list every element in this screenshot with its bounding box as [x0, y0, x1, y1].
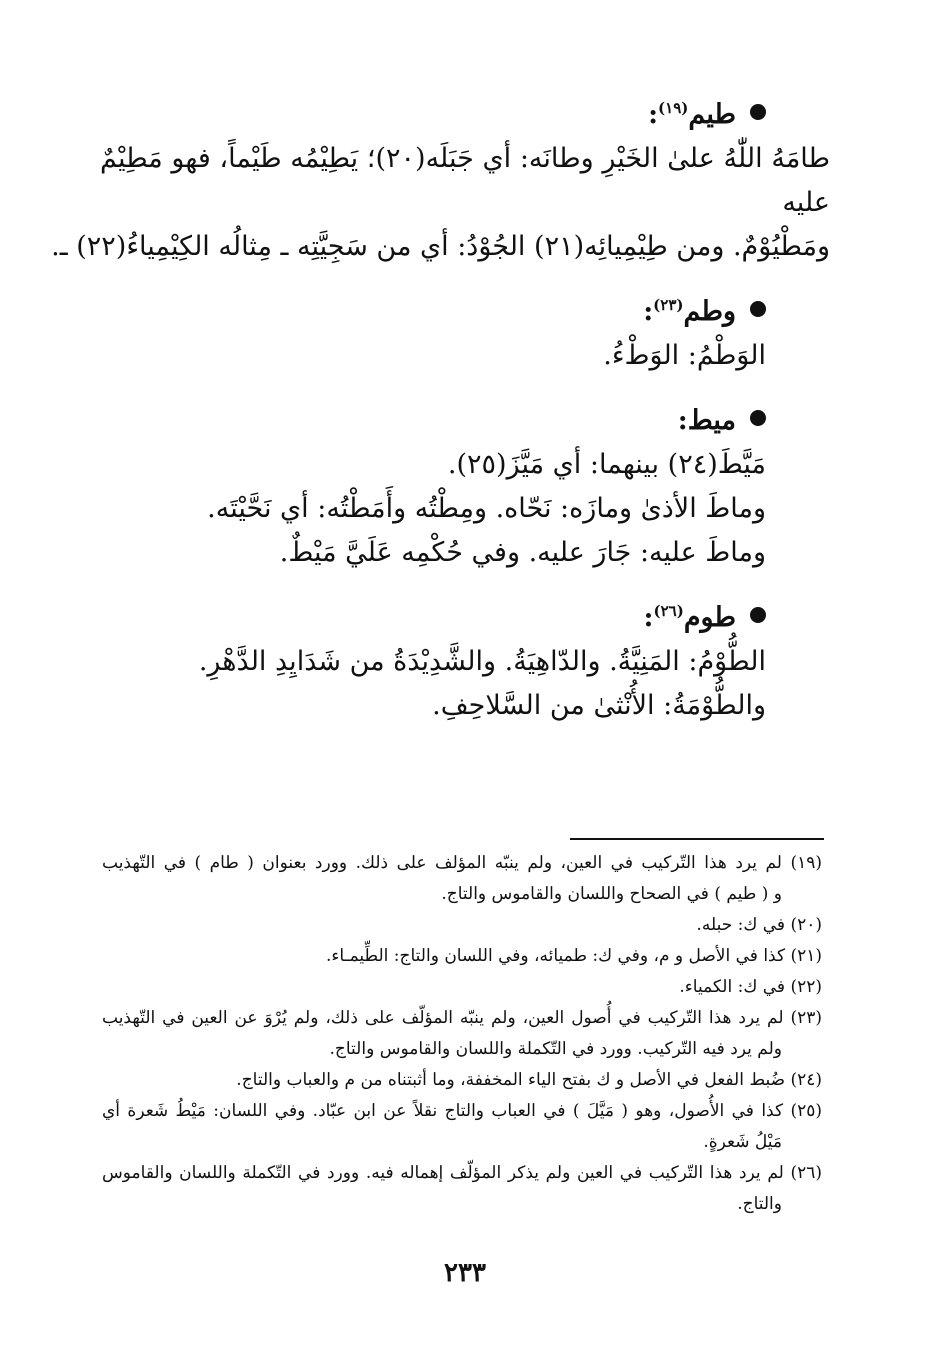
footnote [102, 910, 822, 941]
footnote-line: مَيْلُ شَعرةٍ. [703, 1132, 782, 1152]
page-number: ٢٣٣ [444, 1258, 486, 1288]
entry-line: الطُّوْمُ: المَنِيَّةُ. والدّاهِيَةُ. والشَّدِيْدَةُ من شَدَايِدِ الدَّهْرِ. [198, 646, 766, 677]
entry-line: وماطَ الأذىٰ ومازَه: نَحّاه. ومِطْتُه وأَمَطْتُه: أي نَحَّيْتَه. [207, 493, 766, 524]
footnote [102, 1096, 822, 1158]
heading-word: ميط: [677, 405, 736, 436]
entry-line: والطُّوْمَةُ: الأُنْثىٰ من السَّلاحِفِ. [432, 690, 766, 721]
footnote-line: و ( طيم ) في الصحاح واللسان والقاموس والتاج. [441, 884, 782, 904]
entry-line: الوَطْمُ: الوَطْءُ. [603, 340, 766, 371]
footnote-line: (٢١) كذا في الأصل و م، وفي ك: طميائه، وفي اللسان والتاج: الطِّيمـاء. [326, 946, 822, 966]
bullet-icon [750, 301, 766, 317]
footnote-line: (٢٣) لم يرد هذا التّركيب في أُصول العين، ولم ينبّه المؤلّف على ذلك، ولم يُرْوَ عن العين في التّهذيب [102, 1008, 822, 1028]
entry-heading [100, 283, 830, 334]
footnote [102, 1003, 822, 1065]
heading-word: طوم$^{(٢٦)}$: [643, 602, 736, 633]
entry-tawm [100, 589, 830, 728]
footnote [102, 941, 822, 972]
entry-heading [100, 589, 830, 640]
footnote-line: (٢٤) ضُبط الفعل في الأصل و ك بفتح الياء المخففة، وما أثبتناه من م والعباب والتاج. [236, 1070, 822, 1090]
footnote-divider [570, 838, 824, 840]
bullet-icon [750, 410, 766, 426]
entry-watm [100, 283, 830, 378]
footnote [102, 1065, 822, 1096]
entry-line: مَيَّطَ(٢٤) بينهما: أي مَيَّزَ(٢٥). [447, 449, 766, 480]
entry-heading [100, 86, 830, 137]
footnote-line: (٢٢) في ك: الكمياء. [679, 977, 822, 997]
entry-mayt [100, 392, 830, 575]
entry-line: طامَهُ اللّٰهُ علىٰ الخَيْرِ وطانَه: أي جَبَلَه(٢٠)؛ يَطِيْمُه طَيْماً، فهو مَطِيْمٌ عليه [100, 143, 831, 218]
entry-line: وماطَ عليه: جَارَ عليه. وفي حُكْمِه عَلَيَّ مَيْطٌ. [279, 537, 766, 568]
footnote [102, 972, 822, 1003]
footnote-line: (١٩) لم يرد هذا التّركيب في العين، ولم ينبّه المؤلف على ذلك. وورد بعنوان ( طام ) في التّهذيب [102, 853, 822, 873]
footnote-line: ولم يرد فيه التّركيب. وورد في التّكملة واللسان والقاموس والتاج. [329, 1039, 782, 1059]
footnote [102, 848, 822, 910]
bullet-icon [750, 607, 766, 623]
entry-line: ومَطْيُوْمٌ. ومن طِيْمِيائِه(٢١) الجُوْدُ: أي من سَجِيَّتِه ـ مِثالُه الكِيْمِياءُ(٢٢) ـ. [51, 231, 830, 262]
footnote [102, 1158, 822, 1220]
main-text [51, 86, 831, 742]
heading-word: وطم$^{(٢٣)}$: [643, 296, 736, 327]
entry-heading [100, 392, 830, 443]
footnote-line: (٢٥) كذا في الأُصول، وهو ( مَيَّلَ ) في العباب والتاج نقلاً عن ابن عبّاد. وفي اللسان: مَيْطُ شَعرة أي [102, 1101, 822, 1121]
entry-taym [51, 86, 831, 269]
footnote-line: والتاج. [737, 1194, 782, 1214]
footnote-line: (٢٠) في ك: حبله. [696, 915, 822, 935]
heading-word: طيم$^{(١٩)}$: [648, 99, 736, 130]
bullet-icon [750, 104, 766, 120]
footnotes [102, 848, 822, 1220]
footnote-line: (٢٦) لم يرد هذا التّركيب في العين ولم يذكر المؤلّف إهماله فيه. وورد في التّكملة واللسان والقاموس [102, 1163, 822, 1183]
